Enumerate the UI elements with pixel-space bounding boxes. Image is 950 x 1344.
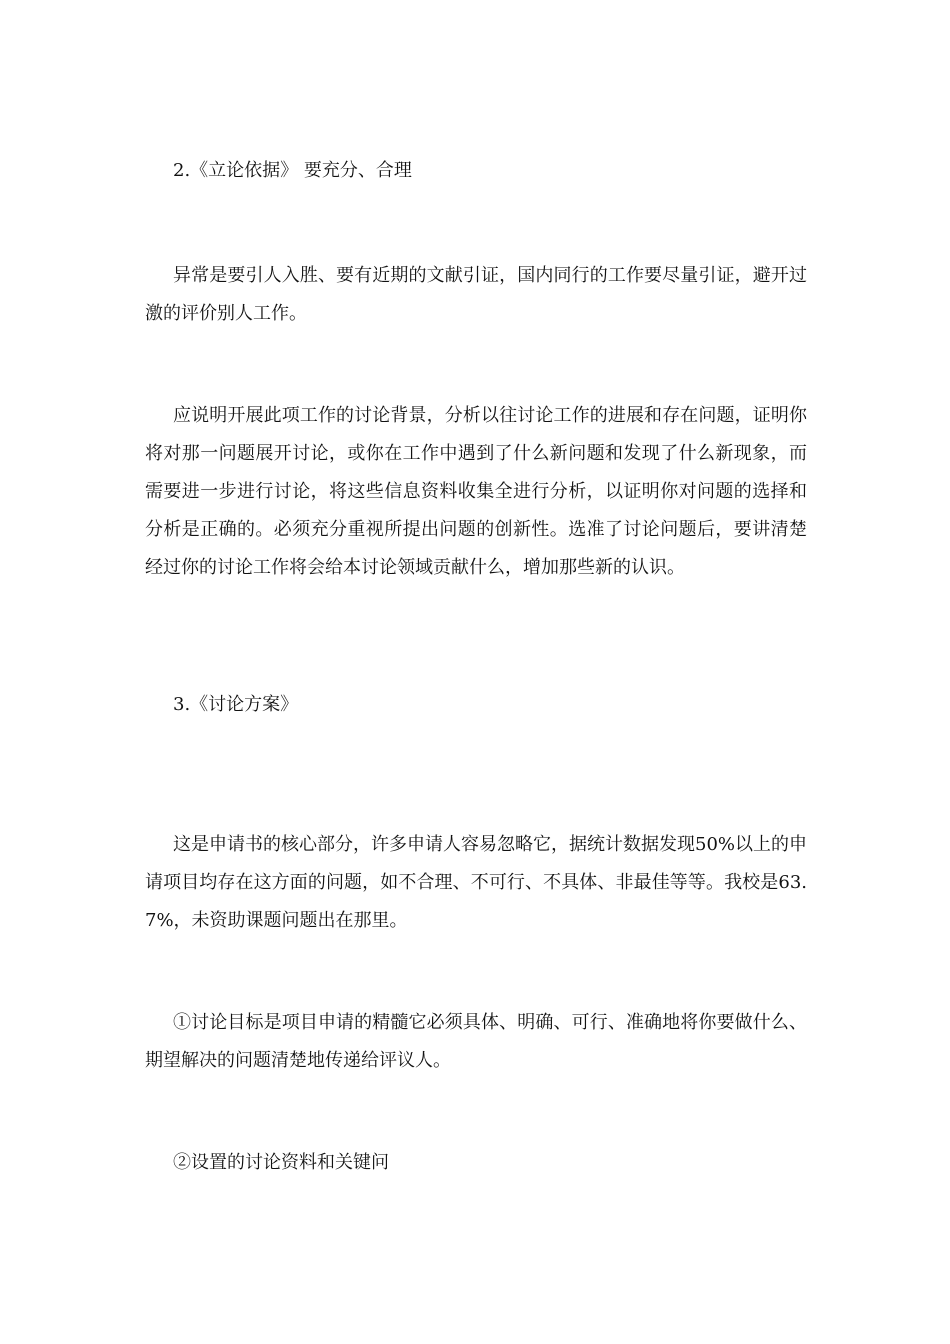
paragraph-background: 应说明开展此项工作的讨论背景，分析以往讨论工作的进展和存在问题，证明你将对那一问题展开讨论，或你在工作中遇到了什么新问题和发现了什么新现象，而需要进一步进行讨论，将这些信息资料收集全进行分析，以证明你对问题的选择和分析是正确的。必须充分重视所提出问题的创新性。选准了讨论问题后，要讲清楚经过你的讨论工作将会给本讨论领域贡献什么，增加那些新的认识。 (145, 405, 807, 578)
section-heading-plan: 3.《讨论方案》 (173, 694, 299, 715)
paragraph-key-questions: ②设置的讨论资料和关键问 (173, 1152, 389, 1173)
paragraph-goal: ①讨论目标是项目申请的精髓它必须具体、明确、可行、准确地将你要做什么、期望解决的问题清楚地传递给评议人。 (145, 1012, 807, 1071)
section-heading-basis: 2.《立论依据》 要充分、合理 (173, 160, 412, 181)
paragraph-core-part: 这是申请书的核心部分，许多申请人容易忽略它，据统计数据发现50%以上的申请项目均存在这方面的问题，如不合理、不可行、不具体、非最佳等等。我校是63.7%，未资助课题问题出在那里。 (145, 834, 808, 931)
paragraph-citation: 异常是要引人入胜、要有近期的文献引证，国内同行的工作要尽量引证，避开过激的评价别人工作。 (145, 265, 807, 324)
